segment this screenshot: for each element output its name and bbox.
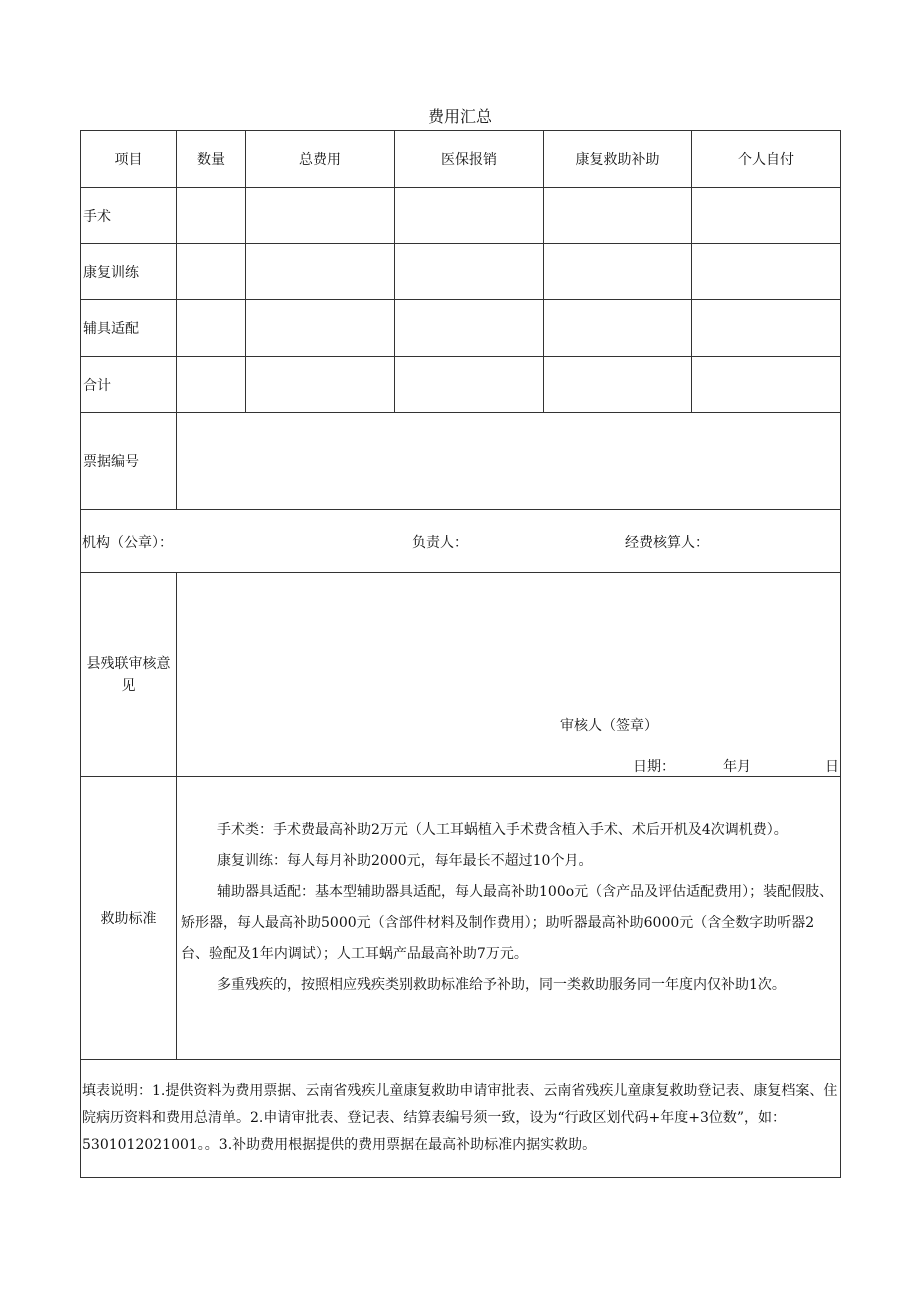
header-insurance: 医保报销 [395, 131, 544, 188]
cell[interactable] [544, 357, 692, 413]
cell[interactable] [177, 244, 246, 300]
cell[interactable] [177, 188, 246, 244]
page-title: 费用汇总 [427, 107, 492, 126]
expense-summary-table [80, 130, 841, 1178]
standard-row [81, 777, 841, 1060]
cell[interactable] [395, 357, 544, 413]
cell[interactable] [246, 188, 395, 244]
fill-instructions: 填表说明：1.提供资料为费用票据、云南省残疾儿童康复救助申请审批表、云南省残疾儿童康复救助登记表、康复档案、住院病历资料和费用总清单。2.申请审批表、登记表、结算表编号须一致，设为“行政区划代码+年度+3位数”，如：5301012021001。。3.补助费用根据提供的费用票据在最高补助标准内据实救助。 [81, 1060, 841, 1178]
table-row [81, 357, 841, 413]
header-subsidy: 康复救助补助 [544, 131, 692, 188]
review-year-month: 年月 [723, 759, 751, 775]
leader-label: 负责人： [412, 535, 468, 551]
receipt-label: 票据编号 [81, 413, 177, 510]
table-row [81, 244, 841, 300]
accountant-label: 经费核算人： [625, 535, 709, 551]
cell[interactable] [692, 300, 841, 357]
standard-label: 救助标准 [81, 777, 177, 1060]
cell[interactable] [544, 300, 692, 357]
cell[interactable] [177, 300, 246, 357]
header-item: 项目 [81, 131, 177, 188]
receipt-number-field[interactable] [177, 413, 841, 510]
standard-paragraph: 辅助器具适配：基本型辅助器具适配，每人最高补助100o元（含产品及评估适配费用）；装配假肢、矫形器，每人最高补助5000元（含部件材料及制作费用）；助听器最高补助6000元（含全数字助听器2台、验配及1年内调试）；人工耳蜗产品最高补助7万元。 [181, 884, 834, 962]
cell[interactable] [395, 244, 544, 300]
table-row [81, 300, 841, 357]
standard-paragraph: 康复训练：每人每月补助2000元，每年最长不超过10个月。 [217, 853, 593, 869]
review-label: 县残联审核意见 [81, 573, 177, 777]
review-signer: 审核人（签章） [560, 718, 658, 734]
row-label: 康复训练 [81, 244, 177, 300]
review-opinion-field[interactable] [177, 573, 841, 777]
cell[interactable] [177, 357, 246, 413]
org-label: 机构（公章）： [82, 535, 173, 551]
row-label: 手术 [81, 188, 177, 244]
note-row [81, 1060, 841, 1178]
cell[interactable] [246, 244, 395, 300]
review-row [81, 573, 841, 777]
cell[interactable] [544, 244, 692, 300]
header-total: 总费用 [246, 131, 395, 188]
cell[interactable] [692, 357, 841, 413]
standard-paragraph: 手术类：手术费最高补助2万元（人工耳蜗植入手术费含植入手术、术后开机及4次调机费）。 [217, 822, 788, 838]
receipt-row [81, 413, 841, 510]
standard-paragraph: 多重残疾的，按照相应残疾类别救助标准给予补助，同一类救助服务同一年度内仅补助1次。 [217, 977, 786, 993]
cell[interactable] [246, 300, 395, 357]
header-row [81, 131, 841, 188]
row-label: 合计 [81, 357, 177, 413]
cell[interactable] [246, 357, 395, 413]
cell[interactable] [692, 244, 841, 300]
cell[interactable] [395, 300, 544, 357]
cell[interactable] [544, 188, 692, 244]
sign-row [81, 510, 841, 573]
cell[interactable] [395, 188, 544, 244]
table-row [81, 188, 841, 244]
header-self-pay: 个人自付 [692, 131, 841, 188]
review-day: 日 [825, 759, 839, 775]
cell[interactable] [692, 188, 841, 244]
row-label: 辅具适配 [81, 300, 177, 357]
review-date-label: 日期： [633, 759, 675, 775]
header-quantity: 数量 [177, 131, 246, 188]
